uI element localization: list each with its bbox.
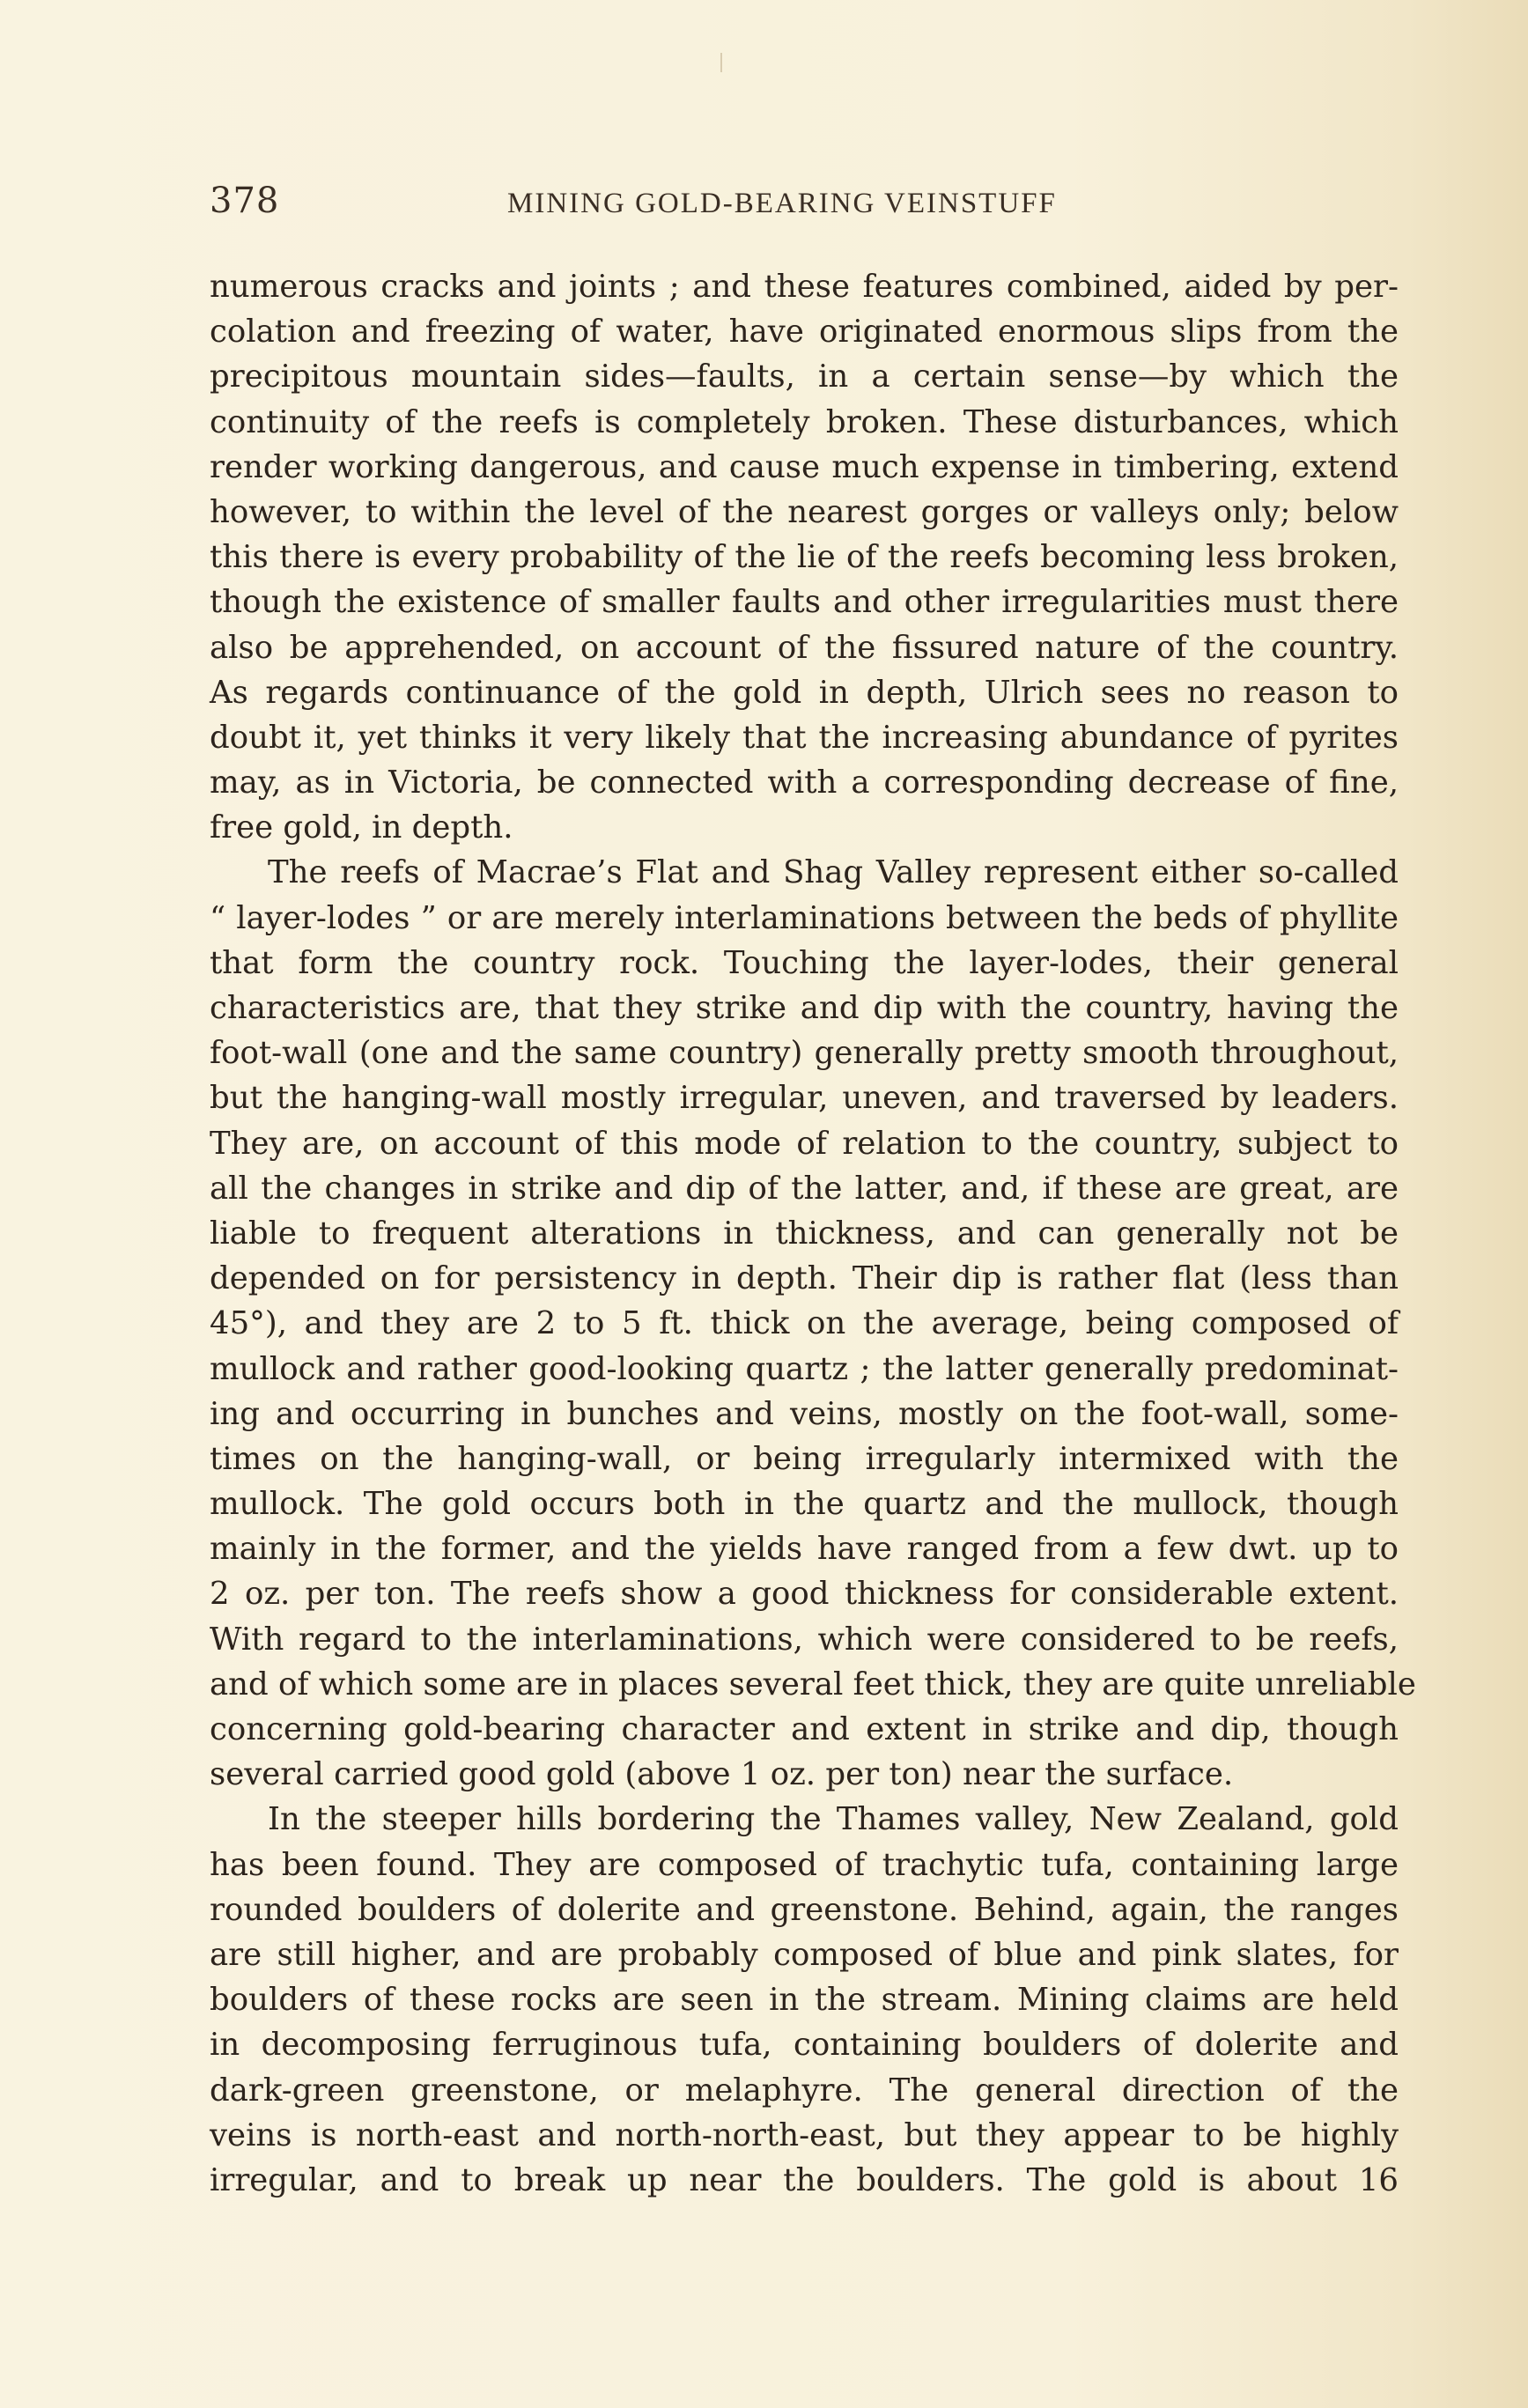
text-line: irregular, and to break up near the boulders. The gold is about 16 <box>210 2161 1399 2198</box>
text-line: doubt it, yet thinks it very likely that the increasing abundance of pyrites <box>210 719 1399 756</box>
text-line: As regards continuance of the gold in depth, Ulrich sees no reason to <box>210 674 1399 711</box>
text-line: also be apprehended, on account of the fissured nature of the country. <box>210 629 1399 666</box>
text-line: 45°), and they are 2 to 5 ft. thick on the average, being composed of <box>210 1305 1399 1342</box>
running-title: MINING GOLD-BEARING VEINSTUFF <box>507 188 1057 219</box>
text-line: They are, on account of this mode of relation to the country, subject to <box>210 1125 1399 1162</box>
text-line: that form the country rock. Touching the layer-lodes, their general <box>210 944 1399 981</box>
text-line: has been found. They are composed of trachytic tufa, containing large <box>210 1846 1399 1883</box>
text-line: this there is every probability of the lie of the reefs becoming less broken, <box>210 539 1399 576</box>
text-line: mullock. The gold occurs both in the quartz and the mullock, though <box>210 1486 1399 1523</box>
text-line: all the changes in strike and dip of the latter, and, if these are great, are <box>210 1170 1399 1207</box>
text-line: rounded boulders of dolerite and greenstone. Behind, again, the ranges <box>210 1891 1399 1928</box>
text-line: colation and freezing of water, have originated enormous slips from the <box>210 314 1399 351</box>
text-line: depended on for persistency in depth. Their dip is rather flat (less than <box>210 1260 1399 1297</box>
text-line: veins is north-east and north-north-east, but they appear to be highly <box>210 2116 1399 2153</box>
text-line: In the steeper hills bordering the Thames valley, New Zealand, gold <box>268 1801 1399 1838</box>
text-line: are still higher, and are probably composed of blue and pink slates, for <box>210 1936 1399 1973</box>
text-line: numerous cracks and joints ; and these features combined, aided by per- <box>210 269 1399 305</box>
text-line: precipitous mountain sides—faults, in a certain sense—by which the <box>210 358 1399 395</box>
text-line: though the existence of smaller faults and other irregularities must there <box>210 584 1399 621</box>
paragraph <box>210 264 1399 850</box>
text-line: may, as in Victoria, be connected with a corresponding decrease of fine, <box>210 765 1399 801</box>
text-line: ing and occurring in bunches and veins, mostly on the foot-wall, some- <box>210 1395 1399 1432</box>
text-line: and of which some are in places several feet thick, they are quite unreliable <box>210 1666 1416 1703</box>
text-line: concerning gold-bearing character and extent in strike and dip, though <box>210 1711 1399 1747</box>
text-line: continuity of the reefs is completely broken. These disturbances, which <box>210 403 1399 440</box>
body-text <box>210 264 1416 2203</box>
text-line: however, to within the level of the nearest gorges or valleys only; below <box>210 493 1399 530</box>
text-line: dark-green greenstone, or melaphyre. The general direction of the <box>210 2072 1399 2109</box>
text-line: liable to frequent alterations in thickness, and can generally not be <box>210 1215 1399 1252</box>
paragraph <box>210 850 1416 1797</box>
paragraph <box>210 1797 1399 2203</box>
text-line: render working dangerous, and cause much expense in timbering, extend <box>210 448 1399 485</box>
text-line: With regard to the interlaminations, which were considered to be reefs, <box>210 1621 1399 1658</box>
page-header <box>210 181 1399 233</box>
text-line: boulders of these rocks are seen in the stream. Mining claims are held <box>210 1982 1399 2019</box>
text-line: mainly in the former, and the yields have ranged from a few dwt. up to <box>210 1531 1399 1568</box>
text-line: in decomposing ferruginous tufa, containing boulders of dolerite and <box>210 2027 1399 2064</box>
text-line: mullock and rather good-looking quartz ; the latter generally predominat- <box>210 1350 1399 1387</box>
text-line: foot-wall (one and the same country) generally pretty smooth throughout, <box>210 1035 1399 1072</box>
text-line: The reefs of Macrae’s Flat and Shag Valley represent either so-called <box>268 854 1399 891</box>
page-crease <box>720 53 722 72</box>
text-line: “ layer-lodes ” or are merely interlaminations between the beds of phyllite <box>210 899 1399 936</box>
page-number: 378 <box>210 181 280 221</box>
text-line: 2 oz. per ton. The reefs show a good thickness for considerable extent. <box>210 1576 1399 1613</box>
text-line: characteristics are, that they strike and dip with the country, having the <box>210 990 1399 1026</box>
text-line: but the hanging-wall mostly irregular, uneven, and traversed by leaders. <box>210 1080 1399 1117</box>
text-line: times on the hanging-wall, or being irregularly intermixed with the <box>210 1440 1399 1477</box>
text-line: free gold, in depth. <box>210 809 513 846</box>
text-line: several carried good gold (above 1 oz. per ton) near the surface. <box>210 1756 1234 1793</box>
